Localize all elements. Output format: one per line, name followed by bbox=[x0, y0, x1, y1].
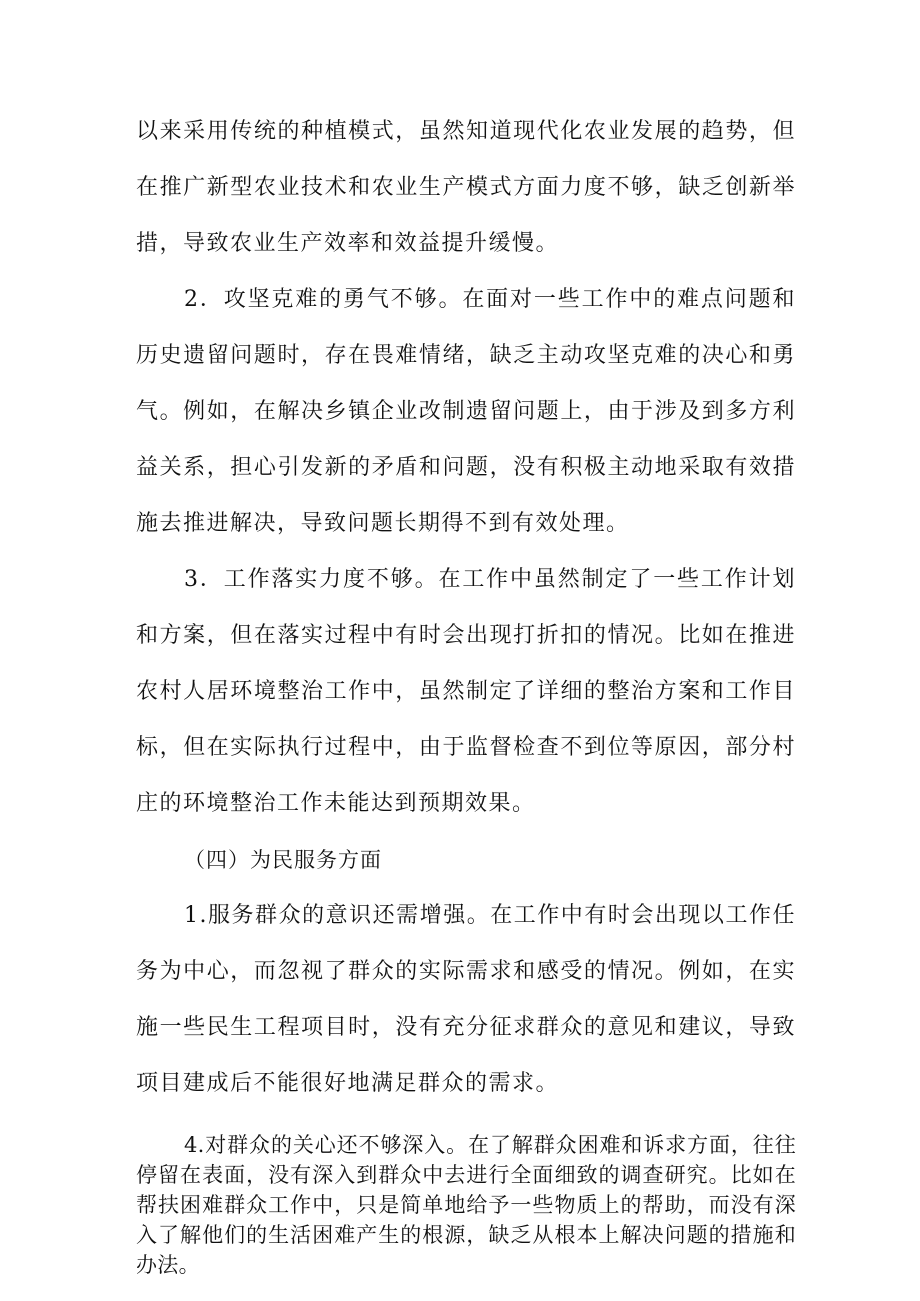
paragraph-service-4: 4.对群众的关心还不够深入。在了解群众困难和诉求方面，往往停留在表面，没有深入到群众中去进行全面细致的调查研究。比如在帮扶困难群众工作中，只是简单地给予一些物质上的帮助，而没有深入了解他们的生活困难产生的根源，缺乏从根本上解决问题的措施和办法。 bbox=[136, 1133, 796, 1277]
paragraph-service-1: 1.服务群众的意识还需增强。在工作中有时会出现以工作任务为中心，而忽视了群众的实际需求和感受的情况。例如，在实施一些民生工程项目时，没有充分征求群众的意见和建议，导致项目建成后不能很好地满足群众的需求。 bbox=[136, 903, 796, 1096]
paragraph-item-3: 3．工作落实力度不够。在工作中虽然制定了一些工作计划和方案，但在落实过程中有时会出现打折扣的情况。比如在推进农村人居环境整治工作中，虽然制定了详细的整治方案和工作目标，但在实际执行过程中，由于监督检查不到位等原因，部分村庄的环境整治工作未能达到预期效果。 bbox=[136, 567, 796, 816]
paragraph-continuation: 以来采用传统的种植模式，虽然知道现代化农业发展的趋势，但在推广新型农业技术和农业生产模式方面力度不够，缺乏创新举措，导致农业生产效率和效益提升缓慢。 bbox=[136, 119, 796, 256]
paragraph-item-2: 2．攻坚克难的勇气不够。在面对一些工作中的难点问题和历史遗留问题时，存在畏难情绪，缺乏主动攻坚克难的决心和勇气。例如，在解决乡镇企业改制遗留问题上，由于涉及到多方利益关系，担心引发新的矛盾和问题，没有积极主动地采取有效措施去推进解决，导致问题长期得不到有效处理。 bbox=[136, 287, 796, 536]
section-heading: （四）为民服务方面 bbox=[184, 848, 382, 872]
document-page bbox=[136, 104, 796, 1280]
